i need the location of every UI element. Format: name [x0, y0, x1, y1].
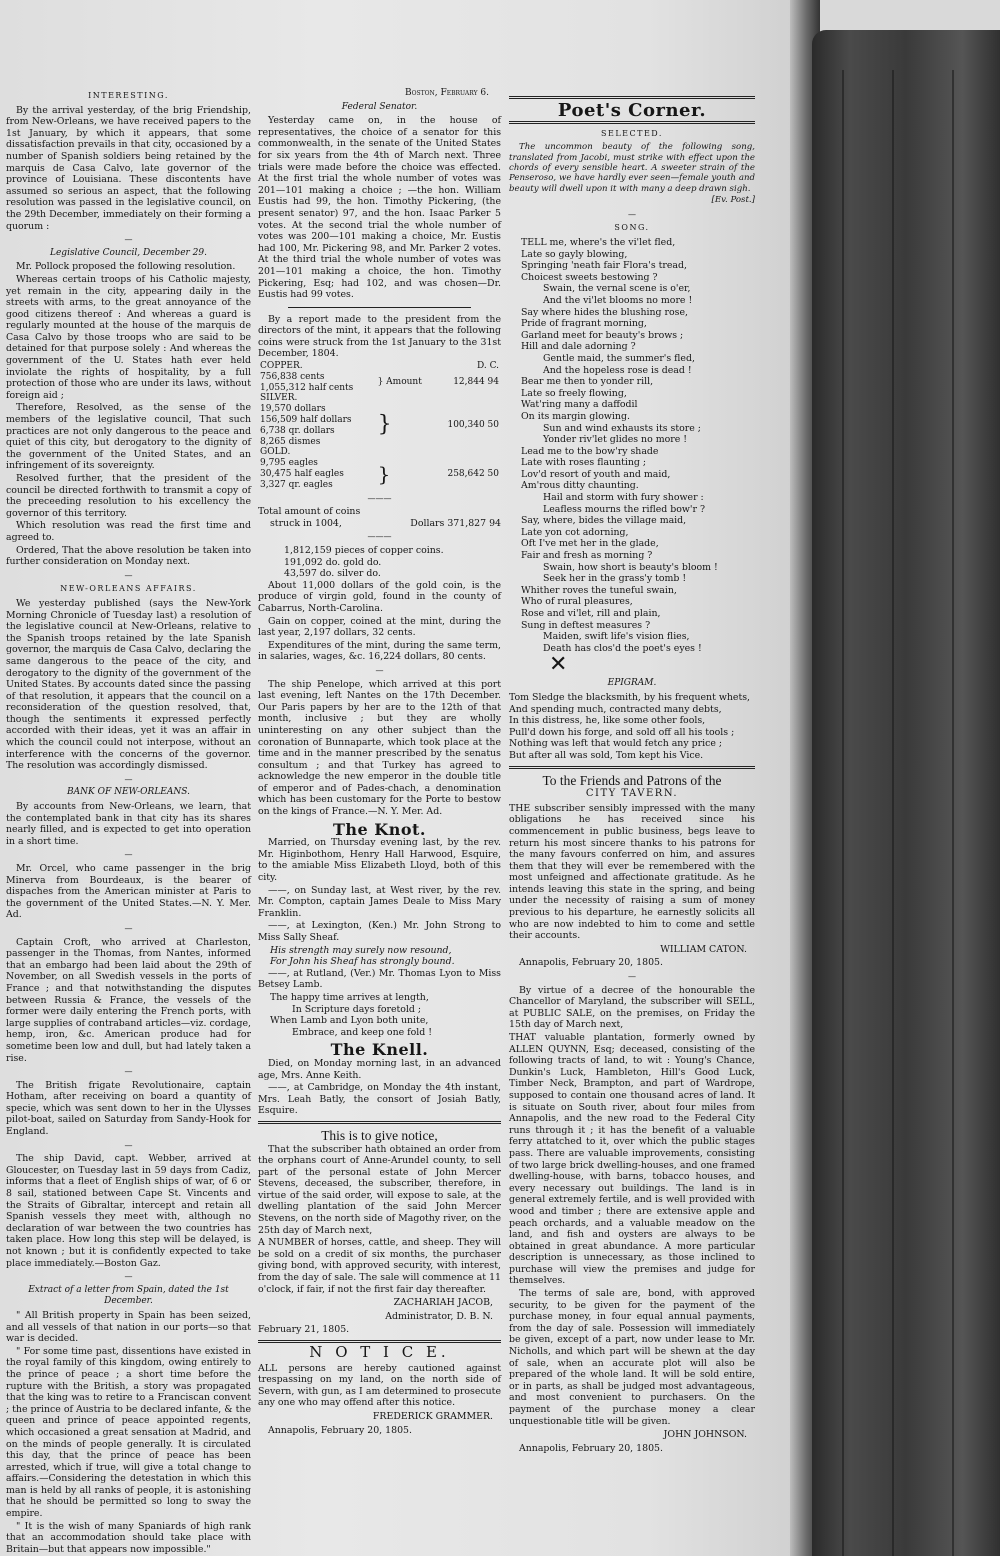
label-copper: COPPER. [260, 361, 303, 372]
ad-title: To the Friends and Patrons of the [542, 772, 722, 788]
table-cell: 12,844 94 [453, 377, 499, 388]
article-paragraph: By the arrival yesterday, of the brig Friendship, from New-Orleans, we have received papers to the 1st January, by which it appears, that some dissatisfaction prevails in that city, occasioned by a number of Spanish soldiers being retained by the marquis de Casa Calvo, late governor of the province of Louisiana. These discontents have assumed so serious an aspect, that the following resolution was passed in the legislative council, on the 29th December, immediately on their forming a quorum : [6, 104, 251, 232]
article-paragraph: Yesterday came on, in the house of representatives, the choice of a senator for this commonwealth, in the senate of the United States for six years from the 4th of March next. Three trials were made before the choice was effected. At the first trial the whole number of votes was 201—101 making a choice ; —the hon. William Eustis had 99, the hon. Timothy Pickering, (the present senator) 97, and the hon. Isaac Parker 5 votes. At the second trial the whole number of votes was 200—101 making a choice, Mr. Eustis had 100, Mr. Pickering 98, and Mr. Parker 2 votes. At the third trial the whole number of votes was 201—101 making a choice, the hon. Timothy Pickering, Esq; had 102, and was chosen—Dr. Eustis had 99 votes. [258, 115, 501, 301]
verse-line: And the hopeless rose is dead ! [543, 364, 692, 376]
verse-line: Seek her in the grass'y tomb ! [543, 573, 687, 585]
verse-line: Garland meet for beauty's brows ; [521, 329, 684, 341]
mint-coin-table: COPPER. D. C. 756,838 cents } Amount 12,844 94 1,055,312 half cents SILVER. 19,570 dollars } 100,340 50 156,509 half dollars 6,738 qr. dollars 8,265 dismes GOLD. 9,795 eagles } 258,642 50 30,475 half eagles 3,327 qr. eagles [260, 361, 499, 490]
ad-paragraph: THE subscriber sensibly impressed with the many obligations he has received since his commencement in public business, begs leave to return his most sincere thanks to his patrons for the many favours conferred on him, and assures them that they will ever be remembered with the most unfeigned and affectionate gratitude. As he intends leaving this state in the spring, and being under the necessity of raising a sum of money previous to his departure, he earnestly solicits all who are now indebted to him to come and settle their accounts. [509, 802, 755, 942]
verse-line: Lov'd resort of youth and maid, [521, 468, 671, 480]
epigram-line: Pull'd down his forge, and sold off all his tools ; [509, 726, 735, 738]
pieces-line: 1,812,159 pieces of copper coins. [284, 545, 444, 556]
verse-line: For John his Sheaf has strongly bound. [270, 956, 455, 968]
pieces-line: 191,092 do. gold do. [284, 556, 382, 568]
article-paragraph: About 11,000 dollars of the gold coin, is the produce of virgin gold, found in the county of Cabarrus, North-Carolina. [258, 579, 501, 614]
sale-paragraph: THAT valuable plantation, formerly owned by ALLEN QUYNN, Esq; deceased, consisting of the following tracts of land, to wit : Young's Chance, Dunkin's Luck, Hambleton, Hill's Good Luck, Timber Neck, Brampton, and part of Wardrope, supposed to contain one thousand acres of land. It is situate on South river, about four miles from Annapolis, and the new road to the Federal City runs through it ; it has the benefit of a valuable ferry attatched to it, over which the public stages pass. There are valuable improvements, consisting of two large brick dwelling-houses, and one framed dwelling-house, with barns, tobacco houses, and every necessary out buildings. The land is in general extremely fertile, and is well provided with wood and timber ; there are extensive apple and peach orchards, and a valuable meadow on the land, and fish and oysters are always to be obtained in great abundance. A more particular description is unnecessary, as those inclined to purchase will view the premises and judge for themselves. [509, 1032, 755, 1287]
ad-date: Annapolis, February 20, 1805. [519, 957, 663, 969]
verse-line: Late so freely flowing, [521, 387, 627, 399]
verse-line: Late with roses flaunting ; [521, 457, 647, 469]
table-cell: 1,055,312 half cents [260, 382, 354, 393]
column-2: Boston, February 6. Federal Senator. Yesterday came on, in the house of representatives, the choice of a senator for this commonwealth, in the senate of the United States for six years from the 4th of March next. Three trials were made before the choice was effected. At the first trial the whole number of votes was 201—101 making a choice ; —the hon. William Eustis had 99, the hon. Timothy Pickering, (the present senator) 97, and the hon. Isaac Parker 5 votes. At the second trial the whole number of votes was 200—101 making a choice, Mr. Eustis had 100, Mr. Pickering 98, and Mr. Parker 2 votes. At the third trial the whole number of votes was 201—101 making a choice, the hon. Timothy Pickering, Esq; had 102, and was chosen—Dr. Eustis had 99 votes. By a report made to the president from the directors of the mint, it appears that the following coins were struck from the 1st January to the 31st December, 1804. COPPER. D. C. 756,838 cents } Amount 12,844 94 1,055,312 half cents SILVER. 19,570 dollars } 100,340 50 156,509 half dollars 6,738 qr. dollars 8,265 dismes GOLD. 9,795 eagles } 258,642 50 30,475 half eagles 3,327 qr. eagles ——— Total amount of coins struck in 1004, Dollars 371,827 94 ——— 1,812,159 pieces of copper coins. 191,092 do. gold do. 43,597 do. silver do. About 11,000 dollars of the gold coin, is the produce of virgin gold, found in the county of Cabarrus, North-Carolina. Gain on copper, coined at the mint, during the last year, 2,197 dollars, 32 cents. Expenditures of the mint, during the same term, in salaries, wages, &c. 16,224 dollars, 80 cents. — The ship Penelope, which arrived at this port last evening, left Nantes on the 17th December. Our Paris papers by her are to the 12th of that month, inclusive ; but they are wholly uninteresting on any other subject than the coronation of Bunnaparte, which took place at the time and in the manner prescribed by the senatus consultum ; and that Turkey has agreed to acknowledge the new emperor in the double title of emperor and of Pades-chach, a denomination which has been customary for the Porte to bestow on the kings of France.—N. Y. Mer. Ad. The Knot. Married, on Thursday evening last, by the rev. Mr. Higinbothom, Henry Hall Harwood, Esquire, to the amiable Miss Elizabeth Lloyd, both of this city. ——, on Sunday last, at West river, by the rev. Mr. Compton, captain James Deale to Miss Mary Franklin. ——, at Lexington, (Ken.) Mr. John Strong to Miss Sally Sheaf. His strength may surely now resound, For John his Sheaf has strongly bound. ——, at Rutland, (Ver.) Mr. Thomas Lyon to Miss Betsey Lamb. The happy time arrives at length, In Scripture days foretold ; When Lamb and Lyon both unite, Embrace, and keep one fold ! The Knell. Died, on Monday morning last, in an advanced age, Mrs. Anne Keith. ——, at Cambridge, on Monday the 4th instant, Mrs. Leah Batly, the consort of Josiah Batly, Esquire. This is to give notice, That the subscriber hath obtained an order from the orphans court of Anne-Arundel county, to sell part of the personal estate of John Mercer Stevens, deceased, the subscriber, therefore, in virtue of the said order, will expose to sale, at the dwelling plantation of the said John Mercer Stevens, on the north side of Magothy river, on the 25th day of March next, A NUMBER of horses, cattle, and sheep. They will be sold on a credit of six months, the purchaser giving bond, with approved security, with interest, from the day of sale. The sale will commence at 11 o'clock, if fair, if not the first fair day thereafter. ZACHARIAH JACOB, Administrator, D. B. N. February 21, 1805. N O T I C E. ALL persons are hereby cautioned against trespassing on my land, on the north side of Severn, with gun, as I am determined to prosecute any one who may offend after this notice. FREDERICK GRAMMER. Annapolis, February 20, 1805. [258, 88, 501, 1436]
heading-extract-letter: Extract of a letter from Spain, dated the 1st December. [28, 1284, 229, 1307]
notice-date: February 21, 1805. [258, 1324, 350, 1336]
marriage-notice: ——, on Sunday last, at West river, by the rev. Mr. Compton, captain James Deale to Miss Mary Franklin. [258, 884, 501, 919]
article-paragraph: Whereas certain troops of his Catholic majesty, yet remain in the city, appearing daily in the streets with arms, to the great annoyance of the good citizens thereof : And whereas a guard is regularly mounted at the house of the marquis de Casa Calvo by those troops who are said to be detained for that purpose solely : And whereas the government of the U. States hath ever held inviolate the rights of hospitality, by a full protection of those who are under its laws, without foreign aid ; [6, 273, 251, 401]
verse-line: On its margin glowing. [521, 410, 630, 422]
ad-title-2: CITY TAVERN. [585, 788, 679, 800]
epigram-lines [509, 692, 755, 762]
song-stanza [521, 515, 755, 585]
verse-line: Whither roves the tuneful swain, [521, 584, 677, 596]
epigram-line: In this distress, he, like some other fools, [509, 715, 706, 727]
verse-line: Lead me to the bow'ry shade [521, 445, 659, 457]
signature: JOHN JOHNSON. [663, 1429, 747, 1441]
signature-title: Administrator, D. B. N. [385, 1310, 493, 1322]
heading-poets-corner: Poet's Corner. [557, 100, 707, 121]
dateline: Boston, February 6. [404, 88, 489, 98]
verse-line: Yonder riv'let glides no more ! [543, 434, 688, 446]
verse-line: Oft I've met her in the glade, [521, 538, 659, 550]
intro-source: [Ev. Post.] [711, 195, 755, 206]
heading-song: SONG. [614, 223, 650, 233]
sale-date: Annapolis, February 20, 1805. [519, 1442, 663, 1454]
epigram-line: Nothing was left that would fetch any price ; [509, 738, 723, 750]
signature: FREDERICK GRAMMER. [372, 1410, 493, 1422]
song-stanza [521, 376, 755, 446]
table-cell: 19,570 dollars [260, 404, 326, 415]
song-verses [509, 237, 755, 654]
total-label: Total amount of coins [258, 506, 361, 518]
article-paragraph: The British frigate Revolutionaire, captain Hotham, after receiving on board a quantity of specie, which was sent down to her in the Ulysses pilot-boat, sailed on Saturday from Sandy-Hook for England. [6, 1079, 251, 1138]
signature: WILLIAM CATON. [660, 943, 747, 955]
verse-line: Who of rural pleasures, [521, 596, 633, 608]
table-cell: 156,509 half dollars [260, 415, 352, 426]
epigram-line: Tom Sledge the blacksmith, by his frequent whets, [509, 691, 751, 703]
pieces-line: 43,597 do. silver do. [284, 568, 381, 580]
death-notice: ——, at Cambridge, on Monday the 4th instant, Mrs. Leah Batly, the consort of Josiah Batly, Esquire. [258, 1082, 501, 1117]
notice-paragraph: That the subscriber hath obtained an order from the orphans court of Anne-Arundel county, to sell part of the personal estate of John Mercer Stevens, deceased, the subscriber, therefore, in virtue of the said order, will expose to sale, at the dwelling plantation of the said John Mercer Stevens, on the north side of Magothy river, on the 25th day of March next, [258, 1143, 501, 1236]
verse-line: Swain, the vernal scene is o'er, [543, 283, 691, 295]
notice-paragraph: ALL persons are hereby cautioned against trespassing on my land, on the north side of Severn, with gun, as I am determined to prosecute any one who may offend after this notice. [258, 1362, 501, 1409]
table-cell: 8,265 dismes [260, 436, 321, 447]
marriage-notice: ——, at Lexington, (Ken.) Mr. John Strong to Miss Sally Sheaf. [258, 920, 501, 943]
label-gold: GOLD. [260, 447, 291, 458]
verse-line: Swain, how short is beauty's bloom ! [543, 561, 718, 573]
verse-line: Say, where, bides the village maid, [521, 515, 687, 527]
verse-line: Wat'ring many a daffodil [521, 399, 638, 411]
table-cell: 30,475 half eagles [260, 469, 344, 480]
notice-heading: N O T I C E. [309, 1343, 450, 1361]
heading-epigram: EPIGRAM. [607, 678, 657, 689]
verse-line: Fair and fresh as morning ? [521, 550, 653, 562]
verse-line: Sung in deftest measures ? [521, 619, 651, 631]
heading-legislative-council: Legislative Council, December 29. [50, 247, 207, 258]
table-cell: 258,642 50 [447, 469, 499, 480]
table-cell: 6,738 qr. dollars [260, 425, 335, 436]
verse-line: Say where hides the blushing rose, [521, 306, 688, 318]
table-cell: 3,327 qr. eagles [260, 479, 333, 490]
article-paragraph: Mr. Orcel, who came passenger in the brig Minerva from Bourdeaux, is the bearer of dispaches from the American minister at Paris to the government of the United States.—N. Y. Mer. Ad. [6, 863, 251, 921]
heading-bank-of-new-orleans: BANK OF NEW-ORLEANS. [67, 787, 190, 798]
verse-line: Hill and dale adorning ? [521, 341, 636, 353]
verse-line: Embrace, and keep one fold ! [292, 1026, 433, 1038]
article-paragraph: Resolved further, that the president of the council be directed forthwith to transmit a copy of the preceeding resolution to his excellency the governor of this territory. [6, 473, 251, 519]
book-spine [812, 30, 1000, 1556]
verse-line: Pride of fragrant morning, [521, 318, 647, 330]
article-paragraph: " For some time past, dissentions have existed in the royal family of this kingdom, owing entirely to the prince of peace ; a short time before the rupture with the British, a story was propagated that the king was to retire to a Franciscan convent ; the prince of Austria to be declared infante, & the queen and prince of peace appointed regents, which occasioned a great sensation at Madrid, and on the minds of people generally. It is circulated this day, that the prince of peace has been arrested, which if true, will give a total change to affairs.—Considering the detestation in which this man is held by all ranks of people, it is astonishing that he should be permitted so long to sway the empire. [6, 1345, 251, 1520]
verse-line: Gentle maid, the summer's fled, [543, 352, 695, 364]
article-paragraph: Gain on copper, coined at the mint, during the last year, 2,197 dollars, 32 cents. [258, 615, 501, 639]
song-stanza [521, 585, 755, 655]
sale-paragraph: The terms of sale are, bond, with approved security, to be given for the payment of the purchase money, in four equal annual payments, from the day of sale. Possession will immediately be given, except of a part, now under lease to Mr. Nicholls, and which part will be shewn at the day of sale, when an accurate plot will also be prepared of the whole land. It will be sold entire, or in parts, as shall be judged most advantageous, and most convenient to purchasers. On the payment of the purchase money a clear unquestionable title will be given. [509, 1288, 755, 1427]
marriage-notice: Married, on Thursday evening last, by the rev. Mr. Higinbothom, Henry Hall Harwood, Esquire, to the amiable Miss Elizabeth Lloyd, both of this city. [258, 837, 501, 884]
label-silver: SILVER. [260, 393, 298, 404]
article-paragraph: The ship Penelope, which arrived at this port last evening, left Nantes on the 17th December. Our Paris papers by her are to the 12th of that month, inclusive ; but they are wholly uninteresting on any other subject than the coronation of Bunnaparte, which took place at the time and in the manner prescribed by the senatus consultum ; and that Turkey has agreed to acknowledge the new emperor in the double title of emperor and of Pades-chach, a denomination which has been customary for the Porte to bestow on the kings of France.—N. Y. Mer. Ad. [258, 678, 501, 818]
notice-date: Annapolis, February 20, 1805. [268, 1424, 412, 1436]
verse-line: Bear me then to yonder rill, [521, 376, 654, 388]
verse-line: Choicest sweets bestowing ? [521, 271, 658, 283]
col-dc: D. C. [476, 361, 499, 372]
table-cell: 9,795 eagles [260, 458, 318, 469]
total-amount: Dollars 371,827 94 [410, 517, 501, 529]
heading-new-orleans-affairs: NEW-ORLEANS AFFAIRS. [60, 584, 197, 594]
column-1: INTERESTING. By the arrival yesterday, of the brig Friendship, from New-Orleans, we have received papers to the 1st January, by which it appears, that some dissatisfaction prevails in that city, occasioned by a number of Spanish soldiers being retained by the marquis de Casa Calvo, late governor of the province of Louisiana. These discontents have assumed so serious an aspect, that the following resolution was passed in the legislative council, on the 29th December, immediately on their forming a quorum : — Legislative Council, December 29. Mr. Pollock proposed the following resolution. Whereas certain troops of his Catholic majesty, yet remain in the city, appearing daily in the streets with arms, to the great annoyance of the good citizens thereof : And whereas a guard is regularly mounted at the house of the marquis de Casa Calvo by those troops who are said to be detained for that purpose solely : And whereas the government of the U. States hath ever held inviolate the rights of hospitality, by a full protection of those who are under its laws, without foreign aid ; Therefore, Resolved, as the sense of the members of the legislative council, That such practices are not only dangerous to the peace and quiet of this city, but derogatory to the dignity of the government of the United States, and an infringement of its sovereignty. Resolved further, that the president of the council be directed forthwith to transmit a copy of the preceeding resolution to his excellency the governor of this territory. Which resolution was read the first time and agreed to. Ordered, That the above resolution be taken into further consideration on Monday next. — NEW-ORLEANS AFFAIRS. We yesterday published (says the New-York Morning Chronicle of Tuesday last) a resolution of the legislative council at New-Orleans, relative to the Spanish troops retained by the late Spanish governor, the marquis de Casa Calvo, declaring the same dangerous to the peace of the city, and derogatory to the dignity of the government of the United States. By accounts dated since the passing of that resolution, it appears that the council on a reconsideration of the question resolved, that, though the sentiments it expressed perfectly accorded with their ideas, yet it was an affair in which the council could not interpose, without an interference with the concerns of the governor. The resolution was accordingly dismissed. — BANK OF NEW-ORLEANS. By accounts from New-Orleans, we learn, that the contemplated bank in that city has its shares nearly filled, and is expected to get into operation in a short time. — Mr. Orcel, who came passenger in the brig Minerva from Bourdeaux, is the bearer of dispaches from the American minister at Paris to the government of the United States.—N. Y. Mer. Ad. — Captain Croft, who arrived at Charleston, passenger in the Thomas, from Nantes, informed that an embargo had been laid about the 29th of November, on all Swedish vessels in the ports of France ; and that notwithstanding the disputes between Russia & France, the vessels of the former were daily entering the French ports, with large supplies of contraband articles—viz. cordage, hemp, iron, &c. American produce had for sometime been low and dull, but had lately taken a rise. — The British frigate Revolutionaire, captain Hotham, after receiving on board a quantity of specie, which was sent down to her in the Ulysses pilot-boat, sailed on Saturday from Sandy-Hook for England. — The ship David, capt. Webber, arrived at Gloucester, on Tuesday last in 59 days from Cadiz, informs that a fleet of English ships of war, of 6 or 8 sail, stationed between Cape St. Vincents and the Straits of Gibraltar, intercept and retain all Spanish vessels they meet with, although no declaration of war between the two countries has taken place. How long this step will be delayed, is not known ; but it is confidently expected to take place immediately.—Boston Gaz. — Extract of a letter from Spain, dated the 1st December. " All British property in Spain has been seized, and all vessels of that nation in our ports—so that war is decided. " For some time past, dissentions have existed in the royal family of this kingdom, owing entirely to the prince of peace ; a short time before the rupture with the British, a story was propagated that the king was to retire to a Franciscan convent ; the prince of Austria to be declared infante, & the queen and prince of peace appointed regents, which occasioned a great sensation at Madrid, and on the minds of people generally. It is circulated this day, that the prince of peace has been arrested, which if true, will give a total change to affairs.—Considering the detestation in which this man is held by all ranks of people, it is astonishing that he should be permitted so long to sway the empire. " It is the wish of many Spaniards of high rank that an accommodation should take place with Britain—but that appears now impossible." [6, 91, 251, 1555]
verse-line: Springing 'neath fair Flora's tread, [521, 260, 687, 272]
verse-line: Late so gayly blowing, [521, 248, 628, 260]
song-stanza [521, 307, 755, 377]
article-paragraph: By a report made to the president from the directors of the mint, it appears that the following coins were struck from the 1st January to the 31st December, 1804. [258, 313, 501, 360]
table-cell: 756,838 cents [260, 371, 325, 382]
ink-mark: ✕ [549, 652, 568, 678]
verse-line: In Scripture days foretold ; [292, 1003, 422, 1015]
verse-line: When Lamb and Lyon both unite, [270, 1015, 429, 1027]
article-paragraph: Which resolution was read the first time and agreed to. [6, 520, 251, 543]
article-paragraph: " All British property in Spain has been seized, and all vessels of that nation in our ports—so that war is decided. [6, 1309, 251, 1345]
song-stanza [521, 446, 755, 516]
table-cell: 100,340 50 [447, 420, 499, 431]
marriage-notice: ——, at Rutland, (Ver.) Mr. Thomas Lyon to Miss Betsey Lamb. [258, 967, 501, 991]
table-cell: Amount [386, 377, 422, 388]
verse-line: The happy time arrives at length, [270, 991, 429, 1003]
epigram-line: But after all was sold, Tom kept his Vice. [509, 749, 704, 761]
verse-line: And the vi'let blooms no more ! [543, 294, 693, 306]
intro-paragraph: The uncommon beauty of the following song, translated from Jacobi, must strike with effect upon the chords of every sensible heart. A sweeter strain of the Penseroso, we have hardly ever seen—female youth and beauty will dwell upon it with many a deep drawn sigh. [509, 142, 755, 194]
sale-paragraph: By virtue of a decree of the honourable the Chancellor of Maryland, the subscriber will SELL, at PUBLIC SALE, on the premises, on Friday the 15th day of March next, [509, 984, 755, 1031]
verse-line: TELL me, where's the vi'let fled, [521, 237, 676, 248]
article-paragraph: Therefore, Resolved, as the sense of the members of the legislative council, That such practices are not only dangerous to the peace and quiet of this city, but derogatory to the dignity of the government of the United States, and an infringement of its sovereignty. [6, 402, 251, 472]
epigram-line: And spending much, contracted many debts, [509, 703, 722, 715]
notice-heading: This is to give notice, [321, 1127, 438, 1143]
verse-line: Sun and wind exhausts its store ; [543, 422, 701, 434]
signature: ZACHARIAH JACOB, [393, 1297, 493, 1309]
verse-line: Maiden, swift life's vision flies, [543, 631, 690, 643]
article-paragraph: We yesterday published (says the New-York Morning Chronicle of Tuesday last) a resolution of the legislative council at New-Orleans, relative to the Spanish troops retained by the late Spanish governor, the marquis de Casa Calvo, declaring the same dangerous to the peace of the city, and derogatory to the dignity of the government of the United States. By accounts dated since the passing of that resolution, it appears that the council on a reconsideration of the question resolved, that, though the sentiments it expressed perfectly accorded with their ideas, yet it was an affair in which the council could not interpose, without an interference with the concerns of the governor. The resolution was accordingly dismissed. [6, 597, 251, 772]
verse-line: Am'rous ditty chaunting. [521, 480, 639, 492]
verse-line: Death has clos'd the poet's eyes ! [543, 642, 702, 654]
verse-line: Late yon cot adorning, [521, 526, 629, 538]
verse-line: Hail and storm with fury shower : [543, 492, 704, 504]
heading-the-knot: The Knot. [333, 819, 426, 839]
heading-selected: SELECTED. [601, 128, 663, 138]
verse-line: His strength may surely now resound, [270, 944, 452, 956]
article-paragraph: Expenditures of the mint, during the same term, in salaries, wages, &c. 16,224 dollars, 80 cents. [258, 639, 501, 663]
heading-federal-senator: Federal Senator. [341, 101, 418, 112]
death-notice: Died, on Monday morning last, in an advanced age, Mrs. Anne Keith. [258, 1057, 501, 1081]
article-paragraph: Mr. Pollock proposed the following resolution. [16, 261, 236, 273]
verse-line: Rose and vi'let, rill and plain, [521, 608, 661, 619]
song-stanza [521, 237, 755, 307]
total-label-2: struck in 1004, [270, 517, 342, 529]
heading-the-knell: The Knell. [330, 1040, 429, 1060]
notice-paragraph: A NUMBER of horses, cattle, and sheep. They will be sold on a credit of six months, the purchaser giving bond, with approved security, with interest, from the day of sale. The sale will commence at 11 o'clock, if fair, if not the first fair day thereafter. [258, 1237, 501, 1295]
article-paragraph: " It is the wish of many Spaniards of high rank that an accommodation should take place with Britain—but that appears now impossible." [6, 1520, 251, 1555]
heading-interesting: INTERESTING. [88, 91, 169, 100]
column-3: Poet's Corner. SELECTED. The uncommon beauty of the following song, translated from Jacobi, must strike with effect upon the chords of every sensible heart. A sweeter strain of the Penseroso, we have hardly ever seen—female youth and beauty will dwell upon it with many a deep drawn sigh. [Ev. Post.] — SONG. TELL me, where's the vi'let fled, Late so gayly blowing, Springing 'neath fair Flora's tread, Choicest sweets bestowing ? Swain, the vernal scene is o'er, And the vi'let blooms no more ! Say where hides the blushing rose, Pride of fragrant morning, Garland meet for beauty's brows ; Hill and dale adorning ? Gentle maid, the summer's fled, And the hopeless rose is dead ! Bear me then to yonder rill, Late so freely flowing, Wat'ring many a daffodil On its margin glowing. Sun and wind exhausts its store ; Yonder riv'let glides no more ! Lead me to the bow'ry shade Late with roses flaunting ; Lov'd resort of youth and maid, Am'rous ditty chaunting. Hail and storm with fury shower : Leafless mourns the rifled bow'r ? Say, where, bides the village maid, Late yon cot adorning, Oft I've met her in the glade, Fair and fresh as morning ? Swain, how short is beauty's bloom ! Seek her in the grass'y tomb ! Whither roves the tuneful swain, Who of rural pleasures, Rose and vi'let, rill and plain, Sung in deftest measures ? Maiden, swift life's vision flies, Death has clos'd the poet's eyes ! ✕ EPIGRAM. Tom Sledge the blacksmith, by his frequent whets, And spending much, contracted many debts, In this distress, he, like some other fools, Pull'd down his forge, and sold off all his tools ; Nothing was left that would fetch any price ; But after all was sold, Tom kept his Vice. To the Friends and Patrons of the CITY TAVERN. THE subscriber sensibly impressed with the many obligations he has received since his commencement in public business, begs leave to return his most sincere thanks to his patrons for the many favours conferred on him, and assures them that they will ever be remembered with the most unfeigned and affectionate gratitude. As he intends leaving this state in the spring, and being under the necessity of raising a sum of money previous to his departure, he earnestly solicits all who are now indebted to him to come and settle their accounts. WILLIAM CATON. Annapolis, February 20, 1805. — By virtue of a decree of the honourable the Chancellor of Maryland, the subscriber will SELL, at PUBLIC SALE, on the premises, on Friday the 15th day of March next, THAT valuable plantation, formerly owned by ALLEN QUYNN, Esq; deceased, consisting of the following tracts of land, to wit : Young's Chance, Dunkin's Luck, Hambleton, Hill's Good Luck, Timber Neck, Brampton, and part of Wardrope, supposed to contain one thousand acres of land. It is situate on South river, about four miles from Annapolis, and the new road to the Federal City runs through it ; it has the benefit of a valuable ferry attatched to it, over which the public stages pass. There are valuable improvements, consisting of two large brick dwelling-houses, and one framed dwelling-house, with barns, tobacco houses, and every necessary out buildings. The land is in general extremely fertile, and is well provided with wood and timber ; there are extensive apple and peach orchards, and a valuable meadow on the land, and fish and oysters are always to be obtained in great abundance. A more particular description is unnecessary, as those inclined to purchase will view the premises and judge for themselves. The terms of sale are, bond, with approved security, to be given for the payment of the purchase money, in four equal annual payments, from the day of sale. Possession will immediately be given, except of a part, now under lease to Mr. Nicholls, and which part will be shewn at the day of sale, when an accurate plot will also be prepared of the whole land. It will be sold entire, or in parts, as shall be judged most advantageous, and most convenient to purchasers. On the payment of the purchase money a clear unquestionable title will be given. JOHN JOHNSON. Annapolis, February 20, 1805. [509, 88, 755, 1454]
verse-line: Leafless mourns the rifled bow'r ? [543, 503, 705, 515]
article-paragraph: Ordered, That the above resolution be taken into further consideration on Monday next. [6, 544, 251, 568]
article-paragraph: By accounts from New-Orleans, we learn, that the contemplated bank in that city has its shares nearly filled, and is expected to get into operation in a short time. [6, 801, 251, 847]
article-paragraph: The ship David, capt. Webber, arrived at Gloucester, on Tuesday last in 59 days from Cadiz, informs that a fleet of English ships of war, of 6 or 8 sail, stationed between Cape St. Vincents and the Straits of Gibraltar, intercept and retain all Spanish vessels they meet with, although no declaration of war between the two countries has taken place. How long this step will be delayed, is not known ; but it is confidently expected to take place immediately.—Boston Gaz. [6, 1153, 251, 1269]
article-paragraph: Captain Croft, who arrived at Charleston, passenger in the Thomas, from Nantes, informed that an embargo had been laid about the 29th of November, on all Swedish vessels in the ports of France ; and that notwithstanding the disputes between Russia & France, the vessels of the former were daily entering the French ports, with large supplies of contraband articles—viz. cordage, hemp, iron, &c. American produce had for sometime been low and dull, but had lately taken a rise. [6, 936, 251, 1064]
